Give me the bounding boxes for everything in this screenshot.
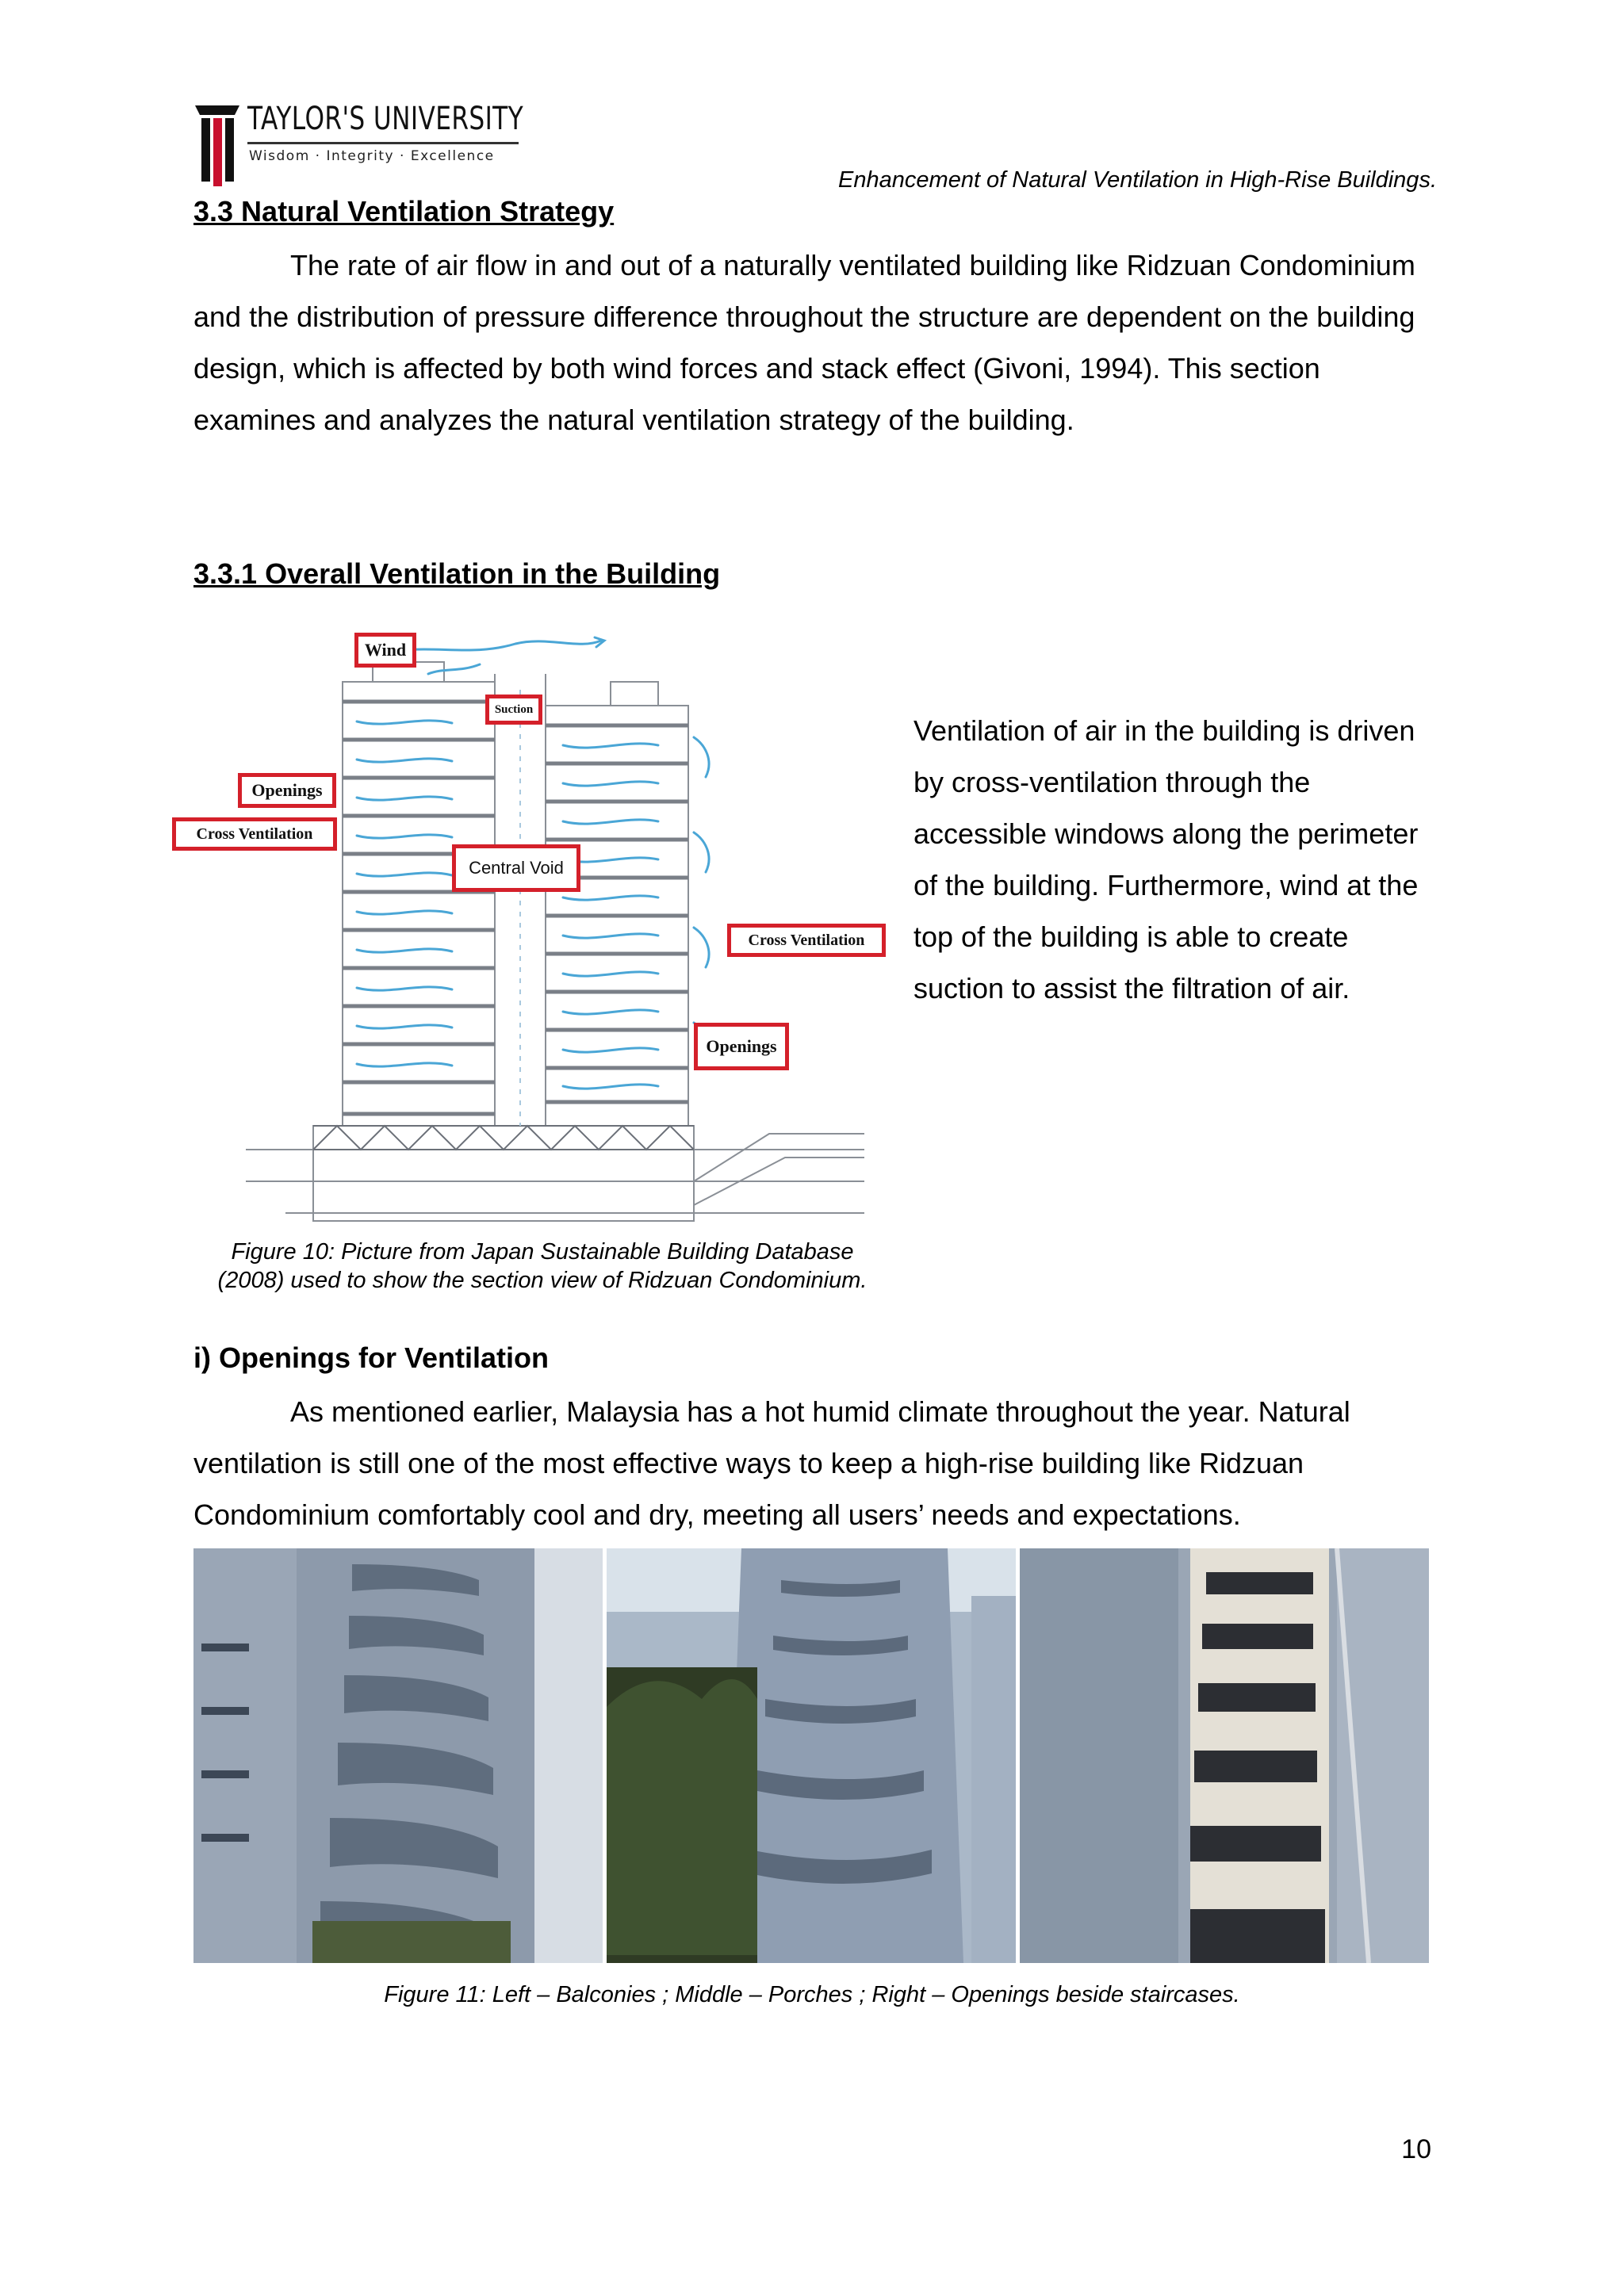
openings-right-callout: Openings [694,1023,789,1070]
section-heading: 3.3 Natural Ventilation Strategy [193,195,615,228]
logo-name: TAYLOR'S UNIVERSITY [247,101,524,137]
figure-11-caption: Figure 11: Left – Balconies ; Middle – Porches ; Right – Openings beside staircases. [384,1982,1240,2007]
wind-callout: Wind [354,633,416,668]
openings-paragraph: As mentioned earlier, Malaysia has a hot humid climate throughout the year. Natural ventilation is still one of the most effective ways to keep a high-rise building like Ridzuan Condominium comfortably cool and dry, meeting all users’ needs and expectations. [193,1395,1350,1531]
balconies-photo [193,1548,603,1963]
figure-10-description: Ventilation of air in the building is driven by cross-ventilation through the accessible windows along the perimeter of the building. Furthermore, wind at the top of the building is able to create suction to assist the filtration of air. [914,714,1419,1004]
cross-ventilation-right-callout: Cross Ventilation [727,924,886,957]
figure-10-caption [193,1238,891,1295]
porches-photo [607,1548,1016,1963]
figure-10-caption-line-2: (2008) used to show the section view of Ridzuan Condominium. [217,1268,868,1293]
cross-ventilation-left-callout: Cross Ventilation [172,817,337,851]
university-logo [193,99,527,190]
openings-heading: i) Openings for Ventilation [193,1341,550,1374]
logo-tagline: Wisdom · Integrity · Excellence [249,148,495,164]
figure-10-section-diagram [167,626,888,1229]
logo-rule [247,142,519,144]
section-paragraph: The rate of air flow in and out of a naturally ventilated building like Ridzuan Condominium and the distribution of pressure difference throughout the structure are dependent on the building design, which is affected by both wind forces and stack effect (Givoni, 1994). This section examines and analyzes the natural ventilation strategy of the building. [193,249,1415,436]
central-void-callout: Central Void [452,844,580,892]
suction-callout: Suction [485,695,542,725]
running-title: Enhancement of Natural Ventilation in High-Rise Buildings. [838,167,1437,193]
logo-emblem-icon [193,99,241,186]
subsection-heading: 3.3.1 Overall Ventilation in the Building [193,557,721,590]
figure-10-caption-line-1: Figure 10: Picture from Japan Sustainable Building Database [231,1239,854,1265]
staircase-openings-photo [1020,1548,1429,1963]
openings-left-callout: Openings [238,773,336,808]
page-number: 10 [1401,2134,1431,2164]
